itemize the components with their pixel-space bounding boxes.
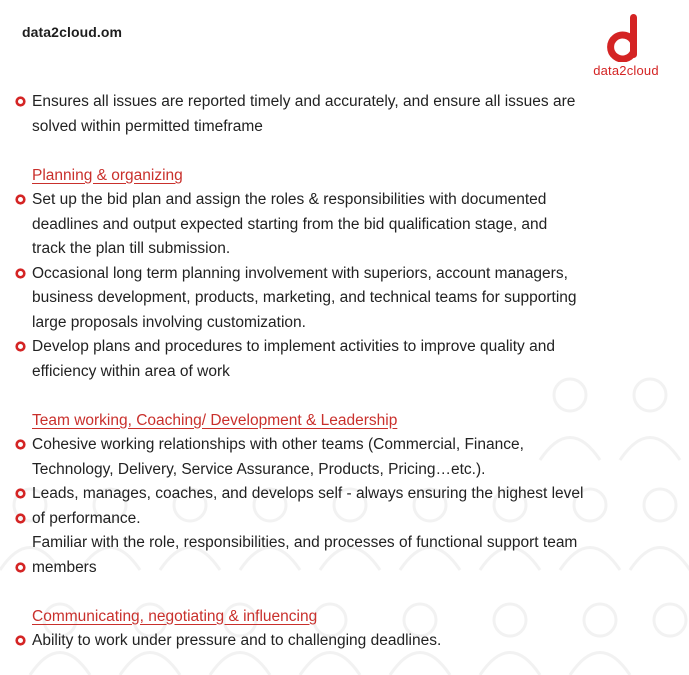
circle-bullet-icon [15,562,26,573]
list-item-line: Occasional long term planning involvement with superiors, account managers, [32,264,568,282]
list-item-line: deadlines and output expected starting from the bid qualification stage, and [32,215,548,233]
list-item-line: Develop plans and procedures to implement activities to improve quality and [32,338,555,355]
site-url: data2cloud.om [22,24,123,40]
circle-bullet-icon [15,194,26,205]
list-item-line: Ensures all issues are reported timely and accurately, and ensure all issues are [32,93,576,110]
list-item [15,556,675,581]
list-item-line: track the plan till submission. [32,240,231,257]
list-item [15,188,675,262]
list-item-line: solved within permitted timeframe [32,117,263,135]
section-heading-communicating: Communicating, negotiating & influencing [32,607,318,625]
list-item [15,433,675,482]
document-content [15,90,675,654]
list-item [15,90,675,139]
list-item [15,629,675,654]
list-item-line: Ability to work under pressure and to challenging deadlines. [32,632,442,649]
section-heading-team-working: Team working, Coaching/ Development & Leadership [32,411,398,429]
logo-text: data2cloud [593,63,659,78]
circle-bullet-icon [15,513,26,524]
list-item [15,507,675,556]
list-item-line: Set up the bid plan and assign the roles & responsibilities with documented [32,191,547,208]
list-item-line: of performance. [32,509,141,527]
list-item [15,335,675,384]
list-item [15,482,675,507]
list-item-line: Cohesive working relationships with other teams (Commercial, Finance, [32,436,524,453]
circle-bullet-icon [15,488,26,499]
circle-bullet-icon [15,268,26,279]
list-item-line: members [32,558,97,576]
logo-d-icon [605,12,643,62]
list-item-line: business development, products, marketing, and technical teams for supporting [32,289,577,306]
circle-bullet-icon [15,341,26,352]
list-item-line: Technology, Delivery, Service Assurance, Products, Pricing…etc.). [32,460,486,478]
section-heading-planning: Planning & organizing [32,166,183,184]
list-item-line: large proposals involving customization. [32,313,306,331]
list-item-line: Leads, manages, coaches, and develops self - always ensuring the highest level [32,485,584,502]
list-item [15,262,675,336]
company-logo [583,12,669,82]
list-item-line: Familiar with the role, responsibilities, and processes of functional support team [32,534,578,551]
circle-bullet-icon [15,96,26,107]
circle-bullet-icon [15,439,26,450]
circle-bullet-icon [15,635,26,646]
list-item-line: efficiency within area of work [32,362,230,380]
